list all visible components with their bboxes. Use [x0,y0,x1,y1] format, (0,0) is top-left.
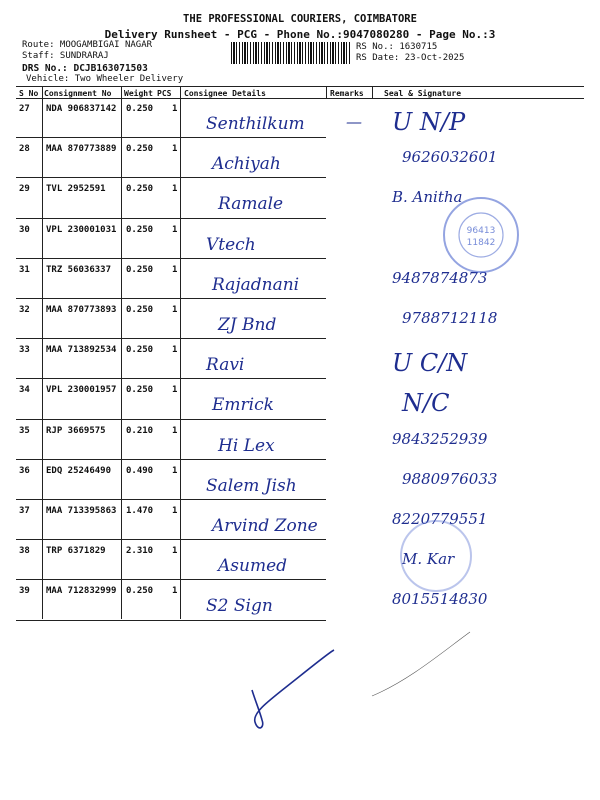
row-consignment-no: MAA 870773893 [46,305,117,315]
row-sno: 39 [19,586,30,597]
row-consignment-no: VPL 230001031 [46,224,117,235]
consignee-signature: Ravi [206,355,245,376]
row-pcs: 1 [172,465,178,476]
seal-signature: N/C [402,389,450,418]
svg-text:11842: 11842 [466,238,496,248]
rs-number: RS No.: 1630715 [356,42,438,52]
consignee-signature: Achiyah [212,154,281,175]
remarks-mark: — [346,112,362,131]
consignee-signature: Salem Jish [206,475,297,496]
seal-signature: U C/N [392,349,468,378]
row-pcs: 1 [172,184,178,195]
row-sno: 29 [19,184,30,195]
row-weight: 0.250 [126,586,154,597]
vehicle-label: Vehicle: Two Wheeler Delivery [26,74,184,84]
row-sno: 38 [19,546,30,557]
col-remarks-header: Remarks [330,89,364,98]
row-pcs: 1 [172,546,178,557]
consignee-signature: Arvind Zone [212,516,318,536]
col-seal-header: Seal & Signature [384,89,462,98]
row-weight: 0.250 [126,104,154,114]
consignee-signature: ZJ Bnd [218,315,277,335]
row-pcs: 1 [172,305,178,315]
seal-signature: 9626032601 [402,148,498,167]
row-consignment-no: MAA 713395863 [46,506,117,516]
consignee-signature: Ramale [218,194,284,215]
row-consignment-no: EDQ 25246490 [46,465,112,476]
row-sno: 28 [19,144,30,155]
consignee-signature: Emrick [212,395,274,416]
row-weight: 0.490 [126,465,154,476]
row-sno: 33 [19,345,30,356]
row-consignment-no: TRZ 56036337 [46,264,112,275]
row-pcs: 1 [172,506,178,516]
col-consignment-header: Consignment No [44,89,112,98]
seal-signature: 9880976033 [402,469,498,488]
row-consignment-no: TVL 2952591 [46,184,106,195]
row-weight: 0.250 [126,264,154,275]
row-sno: 32 [19,305,30,315]
consignee-signature: Hi Lex [218,435,275,456]
row-sno: 37 [19,506,30,516]
row-sno: 27 [19,104,30,114]
row-consignment-no: MAA 712832999 [46,586,117,597]
seal-signature: B. Anitha [392,188,463,207]
consignee-signature: Vtech [206,234,256,255]
row-pcs: 1 [172,425,178,436]
seal-signature: U N/P [392,108,466,136]
row-pcs: 1 [172,264,178,275]
row-pcs: 1 [172,345,178,356]
row-consignment-no: MAA 713892534 [46,345,117,356]
row-consignment-no: MAA 870773889 [46,144,117,155]
consignee-signature: Rajadnani [212,274,300,295]
col-pcs-header: PCS [157,89,172,98]
col-sno-header: S No [19,89,39,98]
row-consignment-no: NDA 906837142 [46,104,117,114]
row-sno: 36 [19,465,30,476]
row-weight: 0.210 [126,425,154,436]
consignee-signature: Asumed [218,556,288,577]
seal-signature: 8220779551 [392,510,488,528]
row-pcs: 1 [172,385,178,396]
route-label: Route: MOOGAMBIGAI NAGAR [22,40,153,50]
row-pcs: 1 [172,144,178,155]
svg-text:96413: 96413 [466,226,496,236]
col-weight-header: Weight [124,89,153,98]
row-weight: 2.310 [126,546,154,557]
row-sno: 34 [19,385,30,396]
seal-signature: 9788712118 [402,309,498,327]
row-pcs: 1 [172,104,178,114]
row-weight: 0.250 [126,144,154,155]
drs-number: DRS No.: DCJB163071503 [22,63,148,74]
row-weight: 0.250 [126,184,154,195]
seal-signature: 9843252939 [392,429,488,448]
row-consignment-no: RJP 3669575 [46,425,106,436]
seal-signature: M. Kar [402,550,455,569]
row-consignment-no: TRP 6371829 [46,546,106,557]
row-weight: 0.250 [126,385,154,396]
runsheet-subtitle: Delivery Runsheet - PCG - Phone No.:9047080280 - Page No.:3 [104,28,496,41]
staff-label: Staff: SUNDRARAJ [22,51,109,61]
row-consignment-no: VPL 230001957 [46,385,117,396]
row-sno: 30 [19,224,30,235]
seal-signature: 9487874873 [392,268,488,287]
row-sno: 31 [19,264,30,275]
col-consignee-header: Consignee Details [184,89,266,98]
row-weight: 1.470 [126,506,154,516]
seal-signature: 8015514830 [392,590,488,609]
consignee-signature: Senthilkum [206,114,305,134]
row-weight: 0.250 [126,305,154,315]
row-sno: 35 [19,425,30,436]
row-weight: 0.250 [126,345,154,356]
row-weight: 0.250 [126,224,154,235]
company-title: THE PROFESSIONAL COURIERS, COIMBATORE [183,13,417,25]
row-pcs: 1 [172,224,178,235]
row-pcs: 1 [172,586,178,597]
consignee-signature: S2 Sign [206,596,273,617]
rs-date: RS Date: 23-Oct-2025 [356,53,465,63]
